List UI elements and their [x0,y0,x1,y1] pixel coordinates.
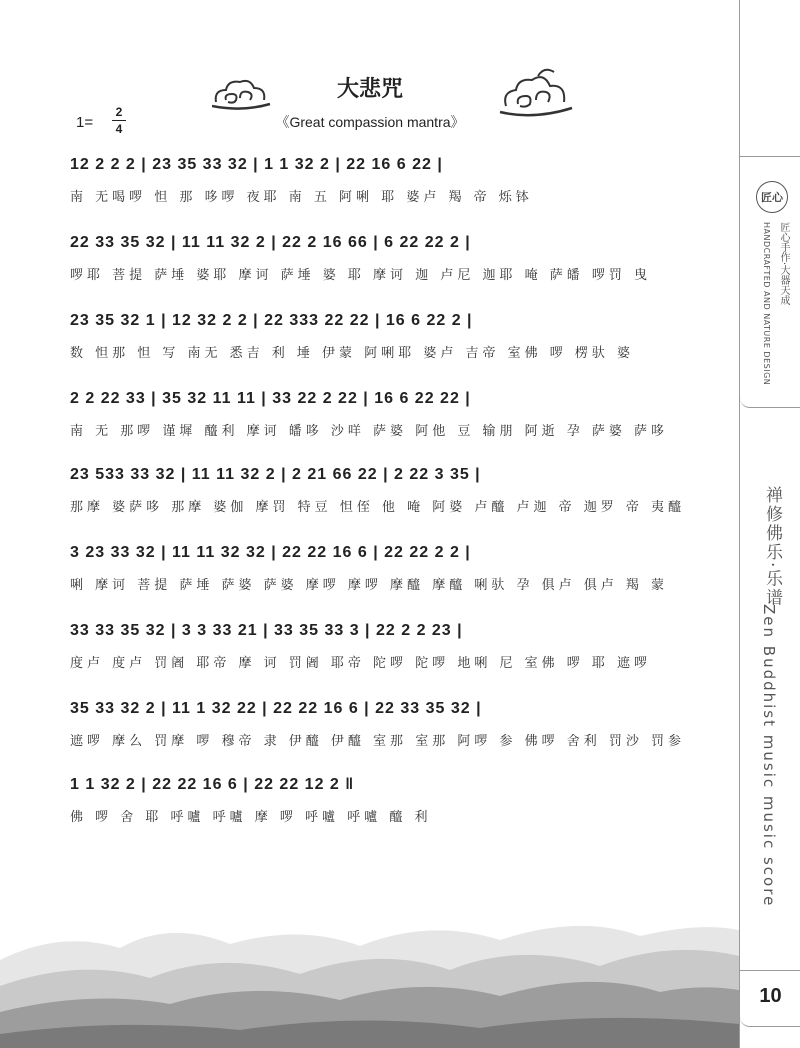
sidebar-title-chinese: 禅修佛乐·乐谱 [762,486,782,608]
score-row [70,312,710,372]
score-row [70,776,710,836]
cloud-ornament-right-icon [498,66,574,120]
page-number-box [740,970,800,1027]
notation-line: 3 23 33 32 | 11 11 32 32 | 22 22 16 6 | 22 22 2 2 | [70,544,471,561]
time-signature [112,104,126,137]
score-row [70,622,710,682]
lyrics-line: 遮啰 摩么 罚摩 啰 穆帝 隶 伊醯 伊醯 室那 室那 阿啰 参 佛啰 舍利 罚沙 罚参 [70,734,685,749]
lyrics-line: 南 无喝啰 怛 那 哆啰 夜耶 南 五 阿唎 耶 婆卢 羯 帝 烁钵 [70,190,533,205]
lyrics-line: 南 无 那啰 谨墀 醯利 摩诃 皤哆 沙咩 萨婆 阿他 豆 输朋 阿逝 孕 萨婆 萨哆 [70,424,668,439]
sidebar-title-english: Zen Buddhist music music score [760,604,778,908]
score-row [70,234,710,294]
notation-line: 35 33 32 2 | 11 1 32 22 | 22 22 16 6 | 22 33 35 32 | [70,700,482,717]
logo-chinese-text: 匠心手作·大器天成 [778,222,789,306]
lyrics-line: 度卢 度卢 罚阇 耶帝 摩 诃 罚阇 耶帝 陀啰 陀啰 地唎 尼 室佛 啰 耶 遮啰 [70,656,651,671]
lyrics-line: 数 怛那 怛 写 南无 悉吉 利 埵 伊蒙 阿唎耶 婆卢 吉帝 室佛 啰 楞驮 婆 [70,346,634,361]
song-title: 大悲咒 [336,77,403,102]
score-row [70,390,710,450]
page-number: 10 [759,985,782,1007]
score-row [70,466,710,526]
logo-english-text: HANDCRAFTED AND NATURE DESIGN [762,222,771,386]
key-label: 1= [76,114,94,131]
sidebar-logo-tab [740,156,800,408]
notation-line: 2 2 22 33 | 35 32 11 11 | 33 22 2 22 | 16 6 22 22 | [70,390,471,407]
notation-line: 22 33 35 32 | 11 11 32 2 | 22 2 16 66 | 6 22 22 2 | [70,234,471,251]
time-signature-top: 2 [112,104,126,121]
score-row [70,700,710,760]
time-signature-bottom: 4 [115,122,123,136]
logo-seal-icon: 匠心 [756,181,788,213]
sidebar-top-tab [740,0,800,156]
lyrics-line: 啰耶 菩提 萨埵 婆耶 摩诃 萨埵 婆 耶 摩诃 迦 卢尼 迦耶 唵 萨皤 啰罚 曳 [70,268,651,283]
notation-line: 12 2 2 2 | 23 35 33 32 | 1 1 32 2 | 22 16 6 22 | [70,156,443,173]
notation-line: 33 33 35 32 | 3 3 33 21 | 33 35 33 3 | 22 2 2 23 | [70,622,463,639]
notation-line: 23 35 32 1 | 12 32 2 2 | 22 333 22 22 | 16 6 22 2 | [70,312,473,329]
score-row [70,156,710,216]
notation-line: 1 1 32 2 | 22 22 16 6 | 22 22 12 2 ‖ [70,776,355,793]
right-sidebar [739,0,800,1048]
score-row [70,544,710,604]
notation-line: 23 533 33 32 | 11 11 32 2 | 2 21 66 22 | 2 22 3 35 | [70,466,481,483]
lyrics-line: 唎 摩诃 菩提 萨埵 萨婆 萨婆 摩啰 摩啰 摩醯 摩醯 唎驮 孕 俱卢 俱卢 羯 蒙 [70,578,668,593]
song-subtitle: 《Great compassion mantra》 [275,114,465,130]
cloud-ornament-left-icon [212,72,272,112]
lyrics-line: 佛 啰 舍 耶 呼嚧 呼嚧 摩 啰 呼嚧 呼嚧 醯 利 [70,810,432,825]
lyrics-line: 那摩 婆萨哆 那摩 婆伽 摩罚 特豆 怛侄 他 唵 阿婆 卢醯 卢迦 帝 迦罗 帝 夷醯 [70,500,685,515]
mountain-landscape-image [0,900,739,1048]
